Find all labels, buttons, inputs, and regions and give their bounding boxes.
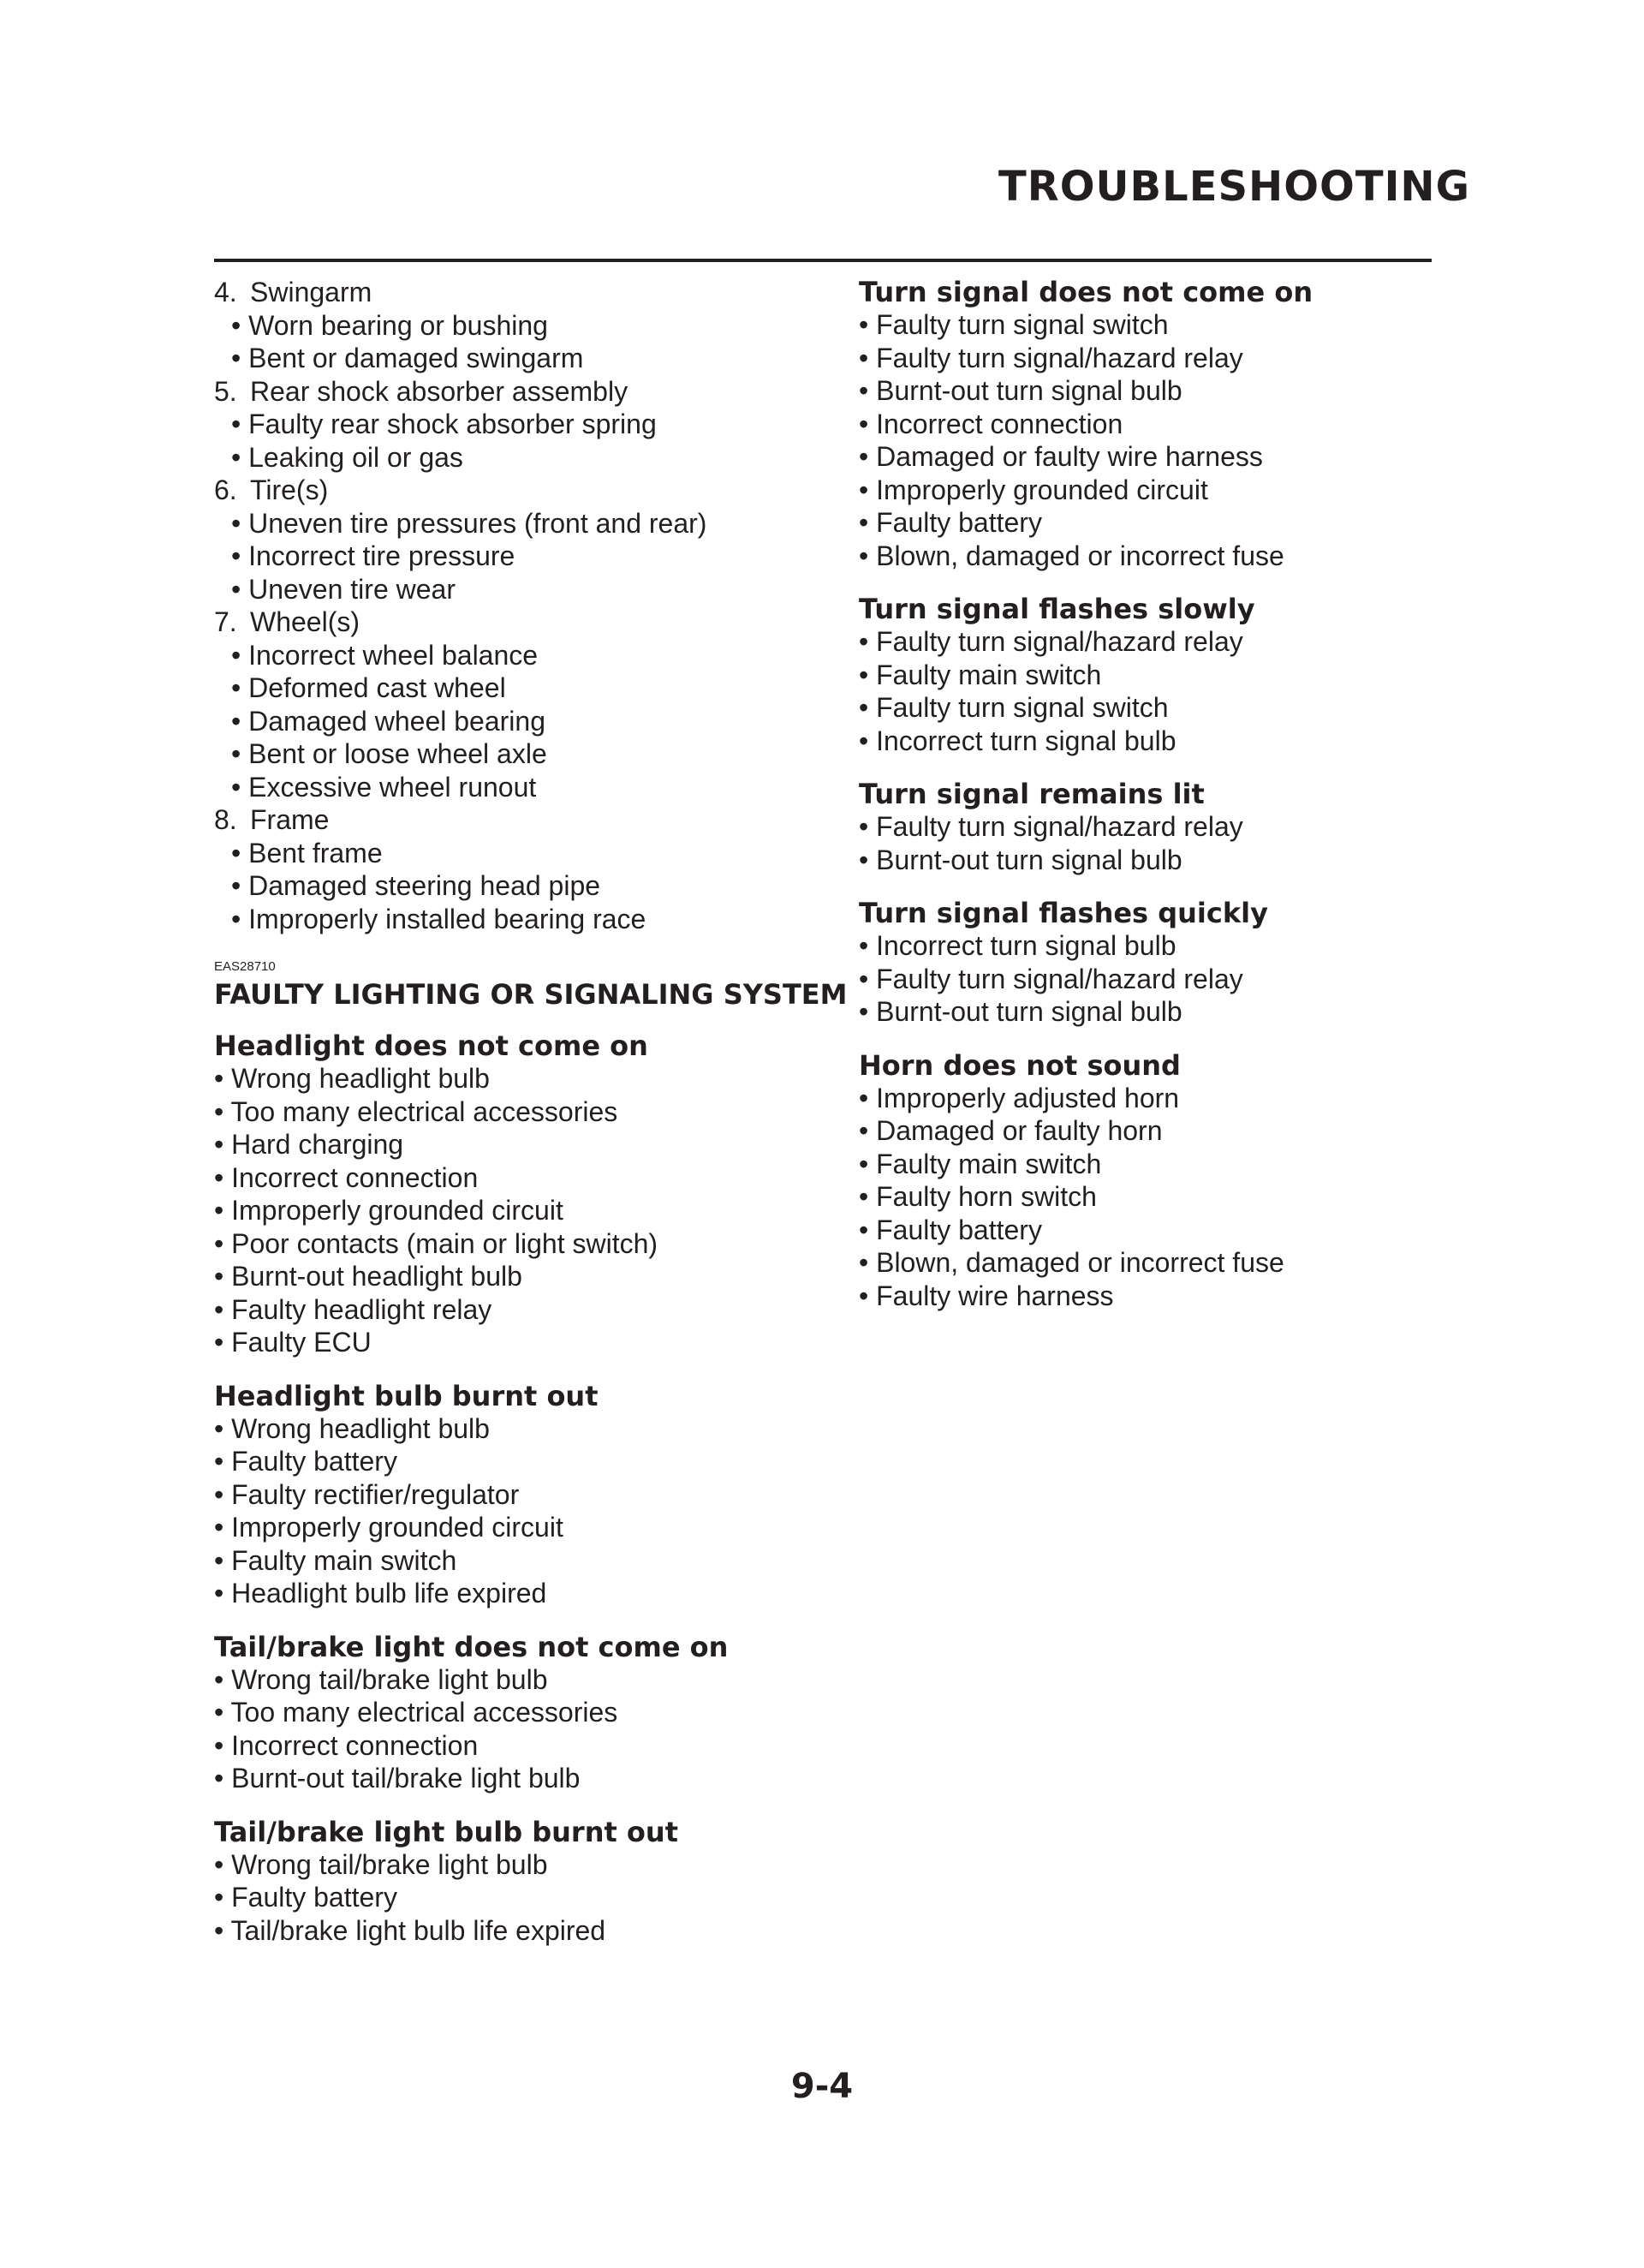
bullet-text: Poor contacts (main or light switch) [231, 1227, 658, 1259]
bullet-text: Improperly grounded circuit [876, 474, 1208, 505]
cause-text: Uneven tire wear [248, 573, 456, 605]
cause-text: Bent frame [248, 837, 383, 868]
bullet-text: Faulty rectifier/regulator [231, 1478, 520, 1510]
cause-text: Worn bearing or bushing [248, 309, 548, 341]
cause-item: • Damaged wheel bearing [231, 705, 545, 737]
bullet-text: Burnt-out turn signal bulb [876, 996, 1182, 1027]
bullet-text: Faulty headlight relay [231, 1293, 492, 1325]
bullet-item: • Faulty turn signal/hazard relay [859, 811, 1243, 842]
item-label: Wheel(s) [250, 606, 360, 637]
numbered-item [214, 606, 848, 639]
item-label: Swingarm [250, 277, 372, 307]
bullet-text: Faulty wire harness [876, 1280, 1114, 1311]
bullet-text: Incorrect turn signal bulb [876, 725, 1176, 756]
page-title: TROUBLESHOOTING [998, 163, 1470, 211]
cause-item: • Faulty rear shock absorber spring [231, 409, 657, 439]
cause-item: • Incorrect tire pressure [231, 540, 515, 571]
item-number: 8. [214, 804, 237, 835]
bullet-item: • Too many electrical accessories [214, 1697, 618, 1728]
bullet-item: • Faulty turn signal/hazard relay [859, 626, 1243, 657]
bullet-text: Improperly adjusted horn [876, 1082, 1180, 1113]
bullet-item: • Improperly grounded circuit [214, 1195, 563, 1226]
cause-item: • Bent or damaged swingarm [231, 343, 584, 373]
cause-text: Bent or loose wheel axle [248, 738, 547, 769]
bullet-item: • Burnt-out headlight bulb [214, 1261, 522, 1292]
bullet-item: • Wrong tail/brake light bulb [214, 1848, 548, 1880]
bullet-text: Faulty battery [876, 1214, 1042, 1245]
bullet-item: • Burnt-out tail/brake light bulb [214, 1763, 581, 1794]
bullet-item: • Improperly grounded circuit [214, 1512, 563, 1543]
cause-item: • Excessive wheel runout [231, 771, 537, 803]
left-groups [214, 1030, 848, 1947]
bullet-text: Incorrect turn signal bulb [876, 930, 1176, 961]
cause-item: • Incorrect wheel balance [231, 639, 539, 671]
bullet-item: • Faulty battery [214, 1446, 397, 1477]
group-heading: Tail/brake light bulb burnt out [214, 1815, 678, 1848]
bullet-item: • Faulty main switch [859, 659, 1102, 690]
bullet-item: • Headlight bulb life expired [214, 1578, 547, 1608]
cause-text: Incorrect wheel balance [248, 639, 539, 671]
numbered-item [214, 474, 848, 507]
bullet-item: • Wrong headlight bulb [214, 1063, 490, 1094]
bullet-text: Improperly grounded circuit [231, 1512, 563, 1543]
cause-item: • Deformed cast wheel [231, 672, 506, 703]
bullet-item: • Tail/brake light bulb life expired [214, 1914, 606, 1946]
cause-item: • Improperly installed bearing race [231, 903, 646, 934]
bullet-item: • Faulty battery [859, 507, 1042, 538]
bullet-text: Faulty battery [231, 1446, 397, 1477]
group-heading: Turn signal does not come on [859, 276, 1313, 308]
bullet-text: Faulty battery [876, 507, 1042, 538]
item-number: 5. [214, 375, 237, 407]
bullet-item: • Wrong tail/brake light bulb [214, 1663, 548, 1695]
bullet-item: • Faulty turn signal switch [859, 309, 1169, 340]
bullet-text: Incorrect connection [231, 1161, 479, 1193]
bullet-item: • Burnt-out turn signal bulb [859, 844, 1182, 875]
bullet-item: • Blown, damaged or incorrect fuse [859, 1247, 1284, 1278]
cause-item: • Damaged steering head pipe [231, 870, 601, 901]
bullet-item: • Faulty wire harness [859, 1280, 1114, 1311]
numbered-item [214, 803, 848, 837]
item-label: Rear shock absorber assembly [250, 375, 628, 407]
cause-text: Excessive wheel runout [248, 771, 537, 803]
bullet-text: Faulty battery [231, 1882, 397, 1913]
bullet-text: Faulty turn signal switch [876, 309, 1169, 340]
title-rule [214, 259, 1432, 262]
cause-item: • Worn bearing or bushing [231, 309, 548, 341]
bullet-text: Faulty turn signal/hazard relay [876, 963, 1243, 994]
bullet-text: Tail/brake light bulb life expired [230, 1914, 606, 1946]
cause-text: Uneven tire pressures (front and rear) [248, 507, 707, 539]
numbered-item [214, 276, 848, 309]
cause-text: Incorrect tire pressure [248, 540, 515, 571]
numbered-item [214, 375, 848, 409]
bullet-item: • Blown, damaged or incorrect fuse [859, 540, 1284, 571]
group-heading: Turn signal flashes slowly [859, 593, 1255, 625]
bullet-text: Wrong tail/brake light bulb [231, 1663, 548, 1695]
bullet-item: • Wrong headlight bulb [214, 1412, 490, 1444]
bullet-text: Incorrect connection [876, 408, 1123, 439]
item-number: 6. [214, 474, 237, 505]
bullet-text: Wrong headlight bulb [231, 1063, 490, 1094]
section-code: EAS28710 [214, 959, 276, 974]
group-heading: Horn does not sound [859, 1048, 1181, 1082]
item-label: Tire(s) [250, 474, 329, 505]
bullet-text: Improperly grounded circuit [231, 1195, 563, 1226]
bullet-text: Faulty turn signal switch [876, 692, 1169, 723]
bullet-item: • Incorrect connection [214, 1729, 479, 1761]
bullet-text: Faulty turn signal/hazard relay [876, 342, 1243, 373]
cause-text: Leaking oil or gas [248, 441, 463, 473]
bullet-item: • Burnt-out turn signal bulb [859, 375, 1182, 406]
bullet-item: • Improperly grounded circuit [859, 474, 1208, 505]
bullet-text: Blown, damaged or incorrect fuse [876, 540, 1284, 571]
bullet-item: • Hard charging [214, 1129, 404, 1160]
bullet-item: • Faulty ECU [214, 1327, 372, 1358]
bullet-text: Burnt-out turn signal bulb [876, 375, 1182, 406]
bullet-item: • Faulty horn switch [859, 1181, 1097, 1212]
cause-item: • Uneven tire pressures (front and rear) [231, 507, 707, 539]
bullet-item: • Faulty battery [214, 1882, 397, 1913]
cause-text: Faulty rear shock absorber spring [248, 409, 657, 439]
bullet-text: Damaged or faulty horn [876, 1115, 1163, 1146]
bullet-text: Faulty turn signal/hazard relay [876, 811, 1243, 842]
bullet-text: Faulty ECU [231, 1327, 372, 1358]
bullet-item: • Burnt-out turn signal bulb [859, 996, 1182, 1027]
cause-text: Bent or damaged swingarm [248, 343, 584, 373]
cause-text: Damaged steering head pipe [248, 870, 601, 901]
bullet-text: Damaged or faulty wire harness [876, 441, 1263, 472]
numbered-list [214, 276, 848, 935]
cause-item: • Bent frame [231, 837, 383, 868]
item-number: 4. [214, 277, 237, 307]
cause-text: Damaged wheel bearing [248, 705, 545, 737]
left-column [214, 276, 848, 1947]
bullet-text: Too many electrical accessories [230, 1697, 618, 1728]
bullet-item: • Faulty main switch [214, 1544, 457, 1576]
bullet-item: • Faulty turn signal/hazard relay [859, 342, 1243, 373]
bullet-item: • Faulty battery [859, 1214, 1042, 1245]
cause-text: Deformed cast wheel [248, 672, 506, 703]
bullet-text: Faulty main switch [876, 1148, 1102, 1179]
cause-item: • Leaking oil or gas [231, 441, 463, 473]
bullet-item: • Improperly adjusted horn [859, 1082, 1180, 1113]
bullet-text: Too many electrical accessories [230, 1095, 618, 1127]
page-number: 9-4 [790, 2067, 854, 2106]
item-label: Frame [250, 804, 330, 835]
bullet-item: • Damaged or faulty wire harness [859, 441, 1263, 472]
bullet-text: Faulty main switch [876, 659, 1102, 690]
group-heading: Tail/brake light does not come on [214, 1630, 729, 1663]
bullet-text: Wrong tail/brake light bulb [231, 1848, 548, 1880]
bullet-item: • Damaged or faulty horn [859, 1115, 1163, 1146]
bullet-text: Wrong headlight bulb [231, 1412, 490, 1444]
bullet-item: • Faulty main switch [859, 1148, 1102, 1179]
bullet-text: Faulty main switch [231, 1544, 457, 1576]
bullet-text: Headlight bulb life expired [231, 1578, 547, 1608]
section-title: FAULTY LIGHTING OR SIGNALING SYSTEM [214, 978, 848, 1011]
bullet-text: Faulty horn switch [876, 1181, 1097, 1212]
bullet-text: Blown, damaged or incorrect fuse [876, 1247, 1284, 1278]
bullet-item: • Incorrect connection [859, 408, 1123, 439]
bullet-item: • Faulty headlight relay [214, 1293, 492, 1325]
item-number: 7. [214, 606, 237, 637]
bullet-item: • Too many electrical accessories [214, 1095, 618, 1127]
bullet-text: Burnt-out tail/brake light bulb [231, 1763, 581, 1794]
cause-text: Improperly installed bearing race [248, 903, 646, 934]
right-column [859, 276, 1492, 1312]
bullet-item: • Poor contacts (main or light switch) [214, 1227, 658, 1259]
bullet-item: • Incorrect turn signal bulb [859, 930, 1176, 961]
cause-item: • Bent or loose wheel axle [231, 738, 547, 769]
bullet-text: Burnt-out headlight bulb [231, 1261, 522, 1292]
bullet-text: Hard charging [231, 1129, 404, 1160]
bullet-text: Burnt-out turn signal bulb [876, 844, 1182, 875]
group-heading: Headlight does not come on [214, 1030, 648, 1062]
bullet-text: Incorrect connection [231, 1729, 479, 1761]
group-heading: Turn signal flashes quickly [859, 897, 1268, 929]
group-heading: Headlight bulb burnt out [214, 1379, 599, 1412]
bullet-item: • Faulty rectifier/regulator [214, 1478, 520, 1510]
bullet-item: • Faulty turn signal switch [859, 692, 1169, 723]
bullet-item: • Incorrect turn signal bulb [859, 725, 1176, 756]
bullet-item: • Incorrect connection [214, 1161, 479, 1193]
bullet-text: Faulty turn signal/hazard relay [876, 626, 1243, 657]
bullet-item: • Faulty turn signal/hazard relay [859, 963, 1243, 994]
cause-item: • Uneven tire wear [231, 573, 456, 605]
group-heading: Turn signal remains lit [859, 778, 1205, 810]
